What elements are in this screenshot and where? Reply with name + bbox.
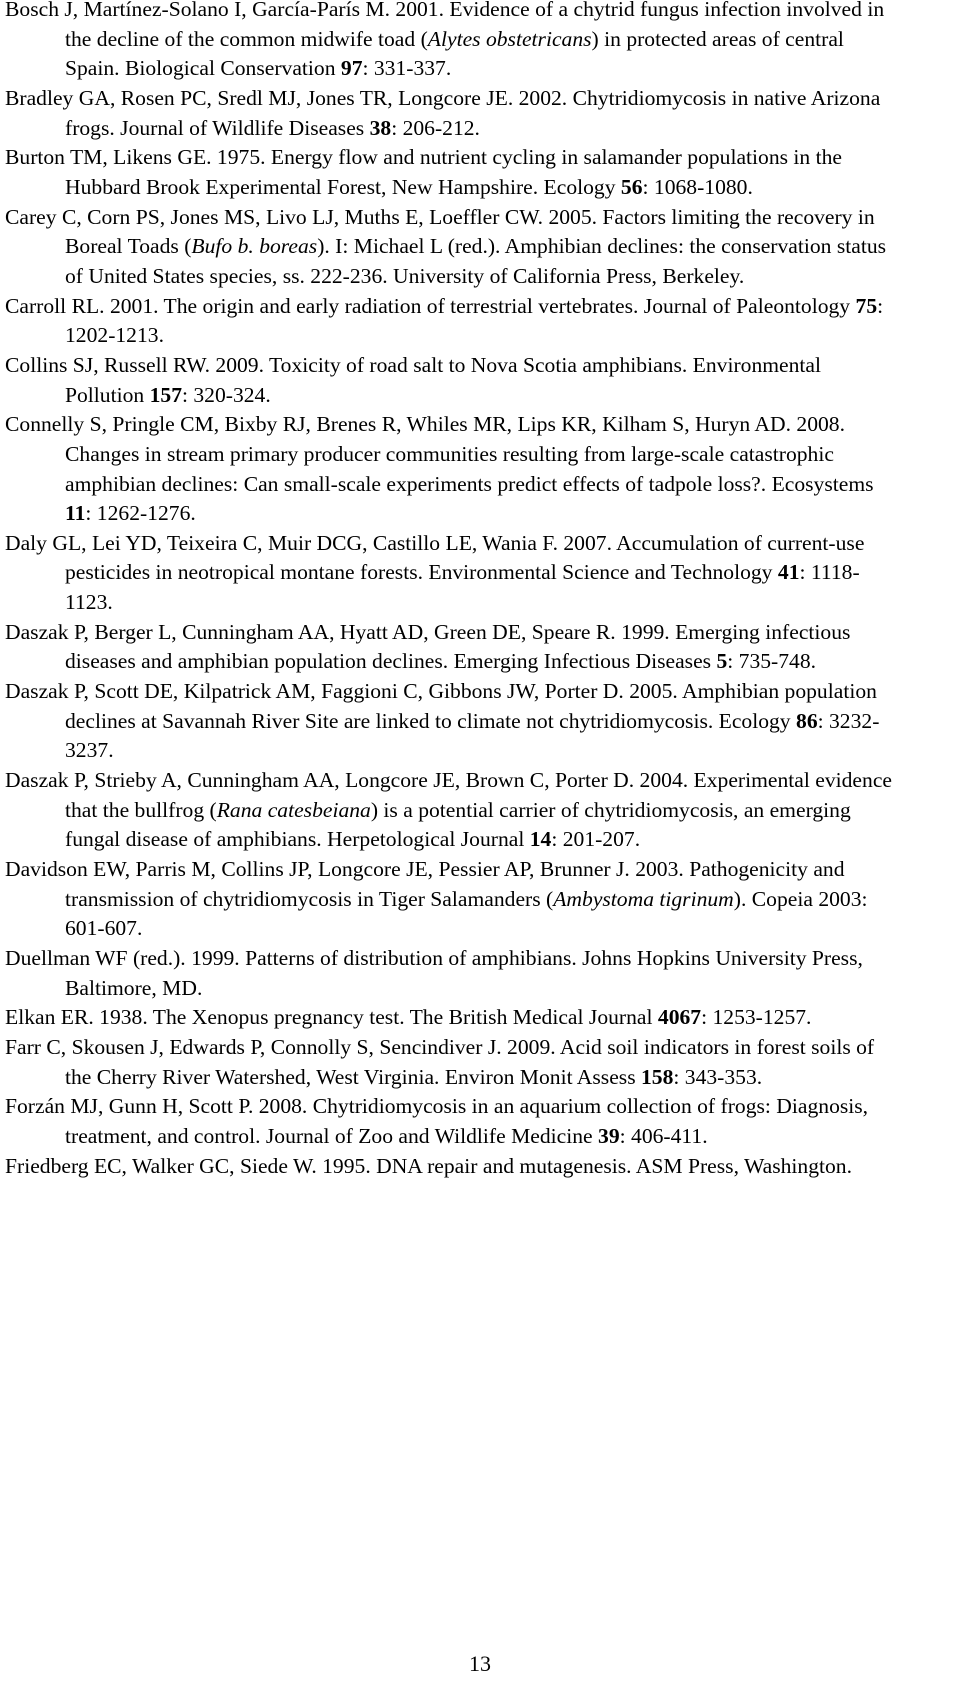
reference-text-segment: Farr C, Skousen J, Edwards P, Connolly S, Sencindiver J. 2009. Acid soil indicators in forest soils of the Cherry River Watershed, West Virginia. Environ Monit Assess [5,1034,875,1089]
reference-text-segment: Carroll RL. 2001. The origin and early radiation of terrestrial vertebrates. Journal of Paleontology [5,293,856,318]
reference-entry [5,1033,895,1092]
reference-entry [5,84,895,143]
reference-list [5,0,895,1181]
reference-text-segment: 97 [340,56,363,81]
reference-text-segment: Daszak P, Berger L, Cunningham AA, Hyatt AD, Green DE, Speare R. 1999. Emerging infectious diseases and amphibian population declines. Emerging Infectious Diseases [5,619,851,674]
reference-text-segment: : 406-411. [619,1123,708,1148]
reference-entry [5,0,895,84]
reference-text-segment: : 1068-1080. [642,174,753,199]
reference-text-segment: : 331-337. [362,56,452,81]
reference-text-segment: Bosch J, Martínez-Solano I, García-París M. 2001. Evidence of a chytrid fungus infection involved in the decline of the common midwife toad ( [5,0,885,51]
reference-text-segment: Bradley GA, Rosen PC, Sredl MJ, Jones TR, Longcore JE. 2002. Chytridiomycosis in native Arizona frogs. Journal of Wildlife Diseases [5,85,881,140]
reference-text-segment: Burton TM, Likens GE. 1975. Energy flow and nutrient cycling in salamander populations in the Hubbard Brook Experimental Forest, New Hampshire. Ecology [5,145,843,199]
reference-text-segment: Davidson EW, Parris M, Collins JP, Longcore JE, Pessier AP, Brunner J. 2003. Pathogenicity and transmission of chytridiomycosis in Tiger Salamanders ( [5,857,845,911]
reference-text-segment: : 201-207. [551,827,641,852]
reference-text-segment: : 1118-1123. [65,560,860,615]
reference-text-segment: Duellman WF (red.). 1999. Patterns of distribution of amphibians. Johns Hopkins University Press, Baltimore, MD. [5,946,863,1000]
reference-text-segment: ) in protected areas of central Spain. Biological Conservation [65,26,844,81]
reference-entry [5,677,895,766]
reference-text-segment: 75 [855,293,878,318]
reference-entry [5,766,895,855]
reference-entry [5,855,895,944]
reference-text-segment: 157 [149,382,182,407]
reference-text-segment: 41 [777,560,800,585]
reference-text-segment: Daly GL, Lei YD, Teixeira C, Muir DCG, Castillo LE, Wania F. 2007. Accumulation of current-use pesticides in neotropical montane forests. Environmental Science and Technology [5,530,865,585]
reference-text-segment: Collins SJ, Russell RW. 2009. Toxicity of road salt to Nova Scotia amphibians. Environmental Pollution [5,352,822,407]
reference-text-segment: Carey C, Corn PS, Jones MS, Livo LJ, Muths E, Loeffler CW. 2005. Factors limiting the recovery in Boreal Toads ( [5,204,875,259]
reference-text-segment: : 320-324. [181,382,271,407]
reference-text-segment: : 206-212. [391,115,480,140]
reference-text-segment: Daszak P, Scott DE, Kilpatrick AM, Faggioni C, Gibbons JW, Porter D. 2005. Amphibian population declines at Savannah River Site are linked to climate not chytridiomycosis. Ecology [5,679,877,733]
reference-entry [5,292,895,351]
reference-entry [5,529,895,618]
reference-text-segment: ). I: Michael L (red.). Amphibian declines: the conservation status of United States species, ss. 222-236. University of California Press, Berkeley. [65,234,887,288]
reference-text-segment: : 735-748. [727,649,817,674]
reference-text-segment: : 3232-3237. [65,708,880,763]
reference-text-segment: 4067 [657,1005,702,1030]
reference-text-segment: 38 [369,115,392,140]
reference-entry [5,944,895,1003]
reference-text-segment: 39 [598,1123,620,1148]
reference-text-segment: 5 [716,649,728,674]
reference-text-segment: Friedberg EC, Walker GC, Siede W. 1995. DNA repair and mutagenesis. ASM Press, Washington. [5,1153,853,1178]
reference-text-segment: : 1262-1276. [85,501,196,526]
reference-entry [5,1003,895,1033]
reference-text-segment: Forzán MJ, Gunn H, Scott P. 2008. Chytridiomycosis in an aquarium collection of frogs: Diagnosis, treatment, and control. Journal of Zoo and Wildlife Medicine [5,1094,869,1148]
reference-text-segment: Connelly S, Pringle CM, Bixby RJ, Brenes R, Whiles MR, Lips KR, Kilham S, Huryn AD. 2008. Changes in stream primary producer communities resulting from large-scale catastrophic amphibian declines: Can small-scale experiments predict effects of tadpole loss?. Ecosystems [5,412,874,496]
reference-text-segment: Elkan ER. 1938. The Xenopus pregnancy test. The British Medical Journal [5,1005,658,1030]
reference-entry [5,1092,895,1151]
reference-text-segment: : 1202-1213. [65,293,884,348]
reference-text-segment: : 1253-1257. [701,1005,812,1030]
page-number: 13 [469,1651,491,1676]
reference-entry [5,618,895,677]
reference-text-segment: : 343-353. [673,1064,763,1089]
reference-text-segment: 14 [529,827,552,852]
reference-text-segment: Alytes obstetricans [427,26,592,51]
reference-entry [5,1152,895,1182]
reference-text-segment: Daszak P, Strieby A, Cunningham AA, Longcore JE, Brown C, Porter D. 2004. Experimental evidence that the bullfrog ( [5,768,892,822]
reference-text-segment: Bufo b. boreas [191,234,318,259]
reference-text-segment: 86 [796,708,818,733]
reference-text-segment: 158 [641,1064,674,1089]
reference-text-segment: 56 [620,174,643,199]
reference-text-segment: Rana catesbeiana [216,797,371,822]
reference-text-segment: Ambystoma tigrinum [553,886,734,911]
reference-entry [5,410,895,529]
reference-text-segment: ) is a potential carrier of chytridiomycosis, an emerging fungal disease of amphibians. Herpetological Journal [65,797,851,852]
reference-entry [5,351,895,410]
reference-entry [5,203,895,292]
reference-text-segment: ). Copeia 2003: 601-607. [65,886,868,941]
reference-entry [5,143,895,202]
reference-text-segment: 11 [65,501,86,526]
